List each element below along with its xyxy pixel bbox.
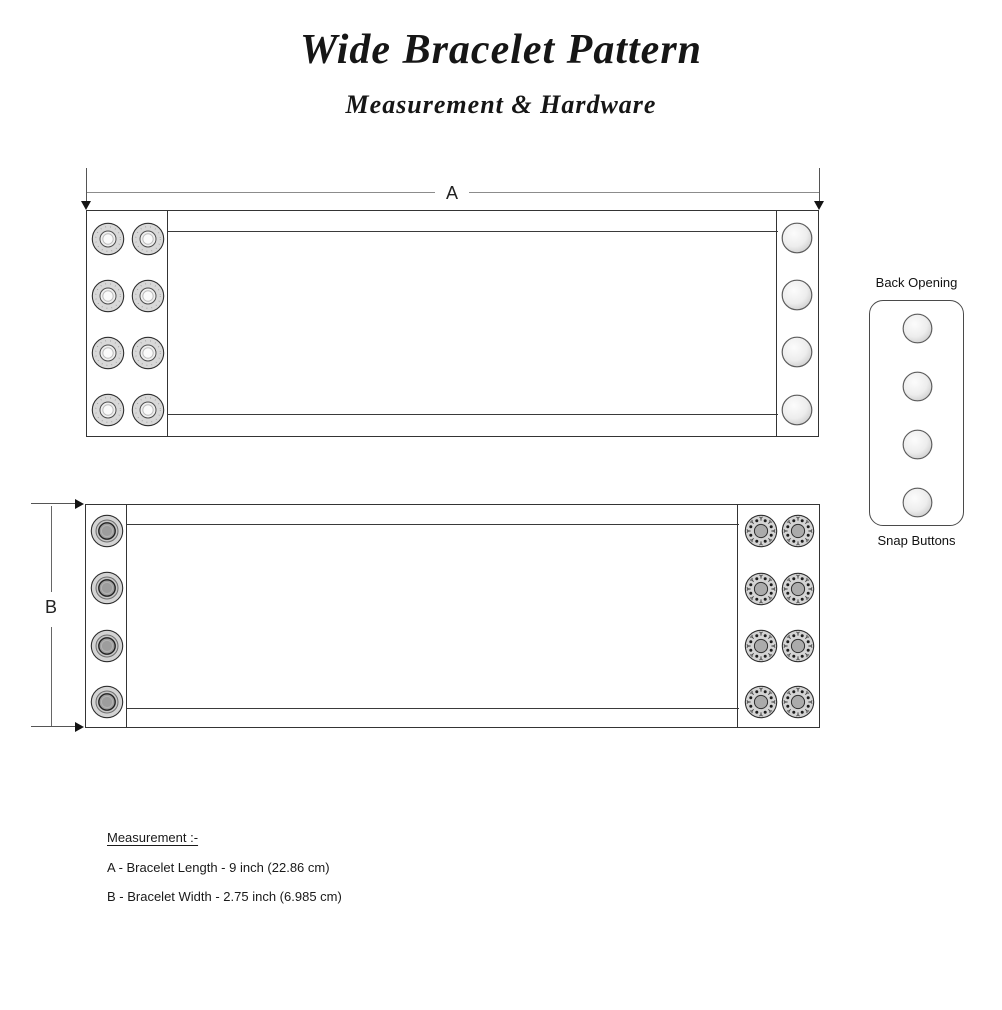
extension-line — [86, 168, 87, 202]
dome-button-icon — [902, 313, 933, 344]
stud-snap-icon — [90, 514, 124, 548]
prong-snap-icon — [781, 685, 815, 719]
stud-snap-icon — [90, 685, 124, 719]
socket-snap-icon — [91, 336, 125, 370]
notes-heading: Measurement :- — [107, 830, 199, 845]
stitch-line — [127, 524, 739, 525]
note-line-b: B - Bracelet Width - 2.75 inch (6.985 cm) — [107, 889, 342, 904]
socket-snap-icon — [91, 393, 125, 427]
prong-snap-icon — [744, 685, 778, 719]
stitch-line — [168, 414, 778, 415]
prong-snap-icon — [744, 572, 778, 606]
back-opening-label: Back Opening — [875, 275, 958, 290]
page-subtitle: Measurement & Hardware — [345, 90, 657, 119]
prong-snap-panel — [737, 505, 819, 727]
arrow-right-icon — [75, 499, 84, 509]
stitch-line — [127, 708, 739, 709]
measurement-notes — [107, 830, 342, 904]
socket-snap-icon — [91, 279, 125, 313]
dimension-line — [469, 192, 819, 193]
arrow-right-icon — [75, 722, 84, 732]
extension-line — [31, 726, 76, 727]
stud-snap-icon — [90, 629, 124, 663]
back-strap-diagram — [85, 504, 820, 728]
dome-button-icon — [902, 487, 933, 518]
socket-snap-icon — [131, 279, 165, 313]
prong-snap-icon — [744, 514, 778, 548]
length-dimension-label: A — [445, 183, 458, 203]
cap-button-panel — [776, 211, 818, 436]
page-title: Wide Bracelet Pattern — [299, 27, 703, 73]
socket-snap-icon — [131, 393, 165, 427]
arrow-down-icon — [81, 201, 91, 210]
socket-snap-panel — [87, 211, 168, 436]
stud-snap-icon — [90, 571, 124, 605]
dimension-line — [86, 192, 435, 193]
snap-buttons-label: Snap Buttons — [877, 533, 956, 548]
stud-button-panel — [86, 505, 127, 727]
prong-snap-icon — [781, 572, 815, 606]
extension-line — [819, 168, 820, 202]
prong-snap-icon — [744, 629, 778, 663]
prong-snap-icon — [781, 629, 815, 663]
dimension-line — [51, 627, 52, 726]
dome-button-icon — [902, 429, 933, 460]
back-opening-panel — [869, 300, 964, 526]
socket-snap-icon — [131, 222, 165, 256]
extension-line — [31, 503, 76, 504]
socket-snap-icon — [91, 222, 125, 256]
width-dimension-label: B — [44, 597, 57, 617]
dome-button-icon — [902, 371, 933, 402]
dome-button-icon — [781, 279, 813, 311]
socket-snap-icon — [131, 336, 165, 370]
stitch-line — [168, 231, 778, 232]
prong-snap-icon — [781, 514, 815, 548]
arrow-down-icon — [814, 201, 824, 210]
dimension-line — [51, 506, 52, 592]
dome-button-icon — [781, 394, 813, 426]
dome-button-icon — [781, 222, 813, 254]
front-strap-diagram — [86, 210, 819, 437]
dome-button-icon — [781, 336, 813, 368]
note-line-a: A - Bracelet Length - 9 inch (22.86 cm) — [107, 860, 330, 875]
